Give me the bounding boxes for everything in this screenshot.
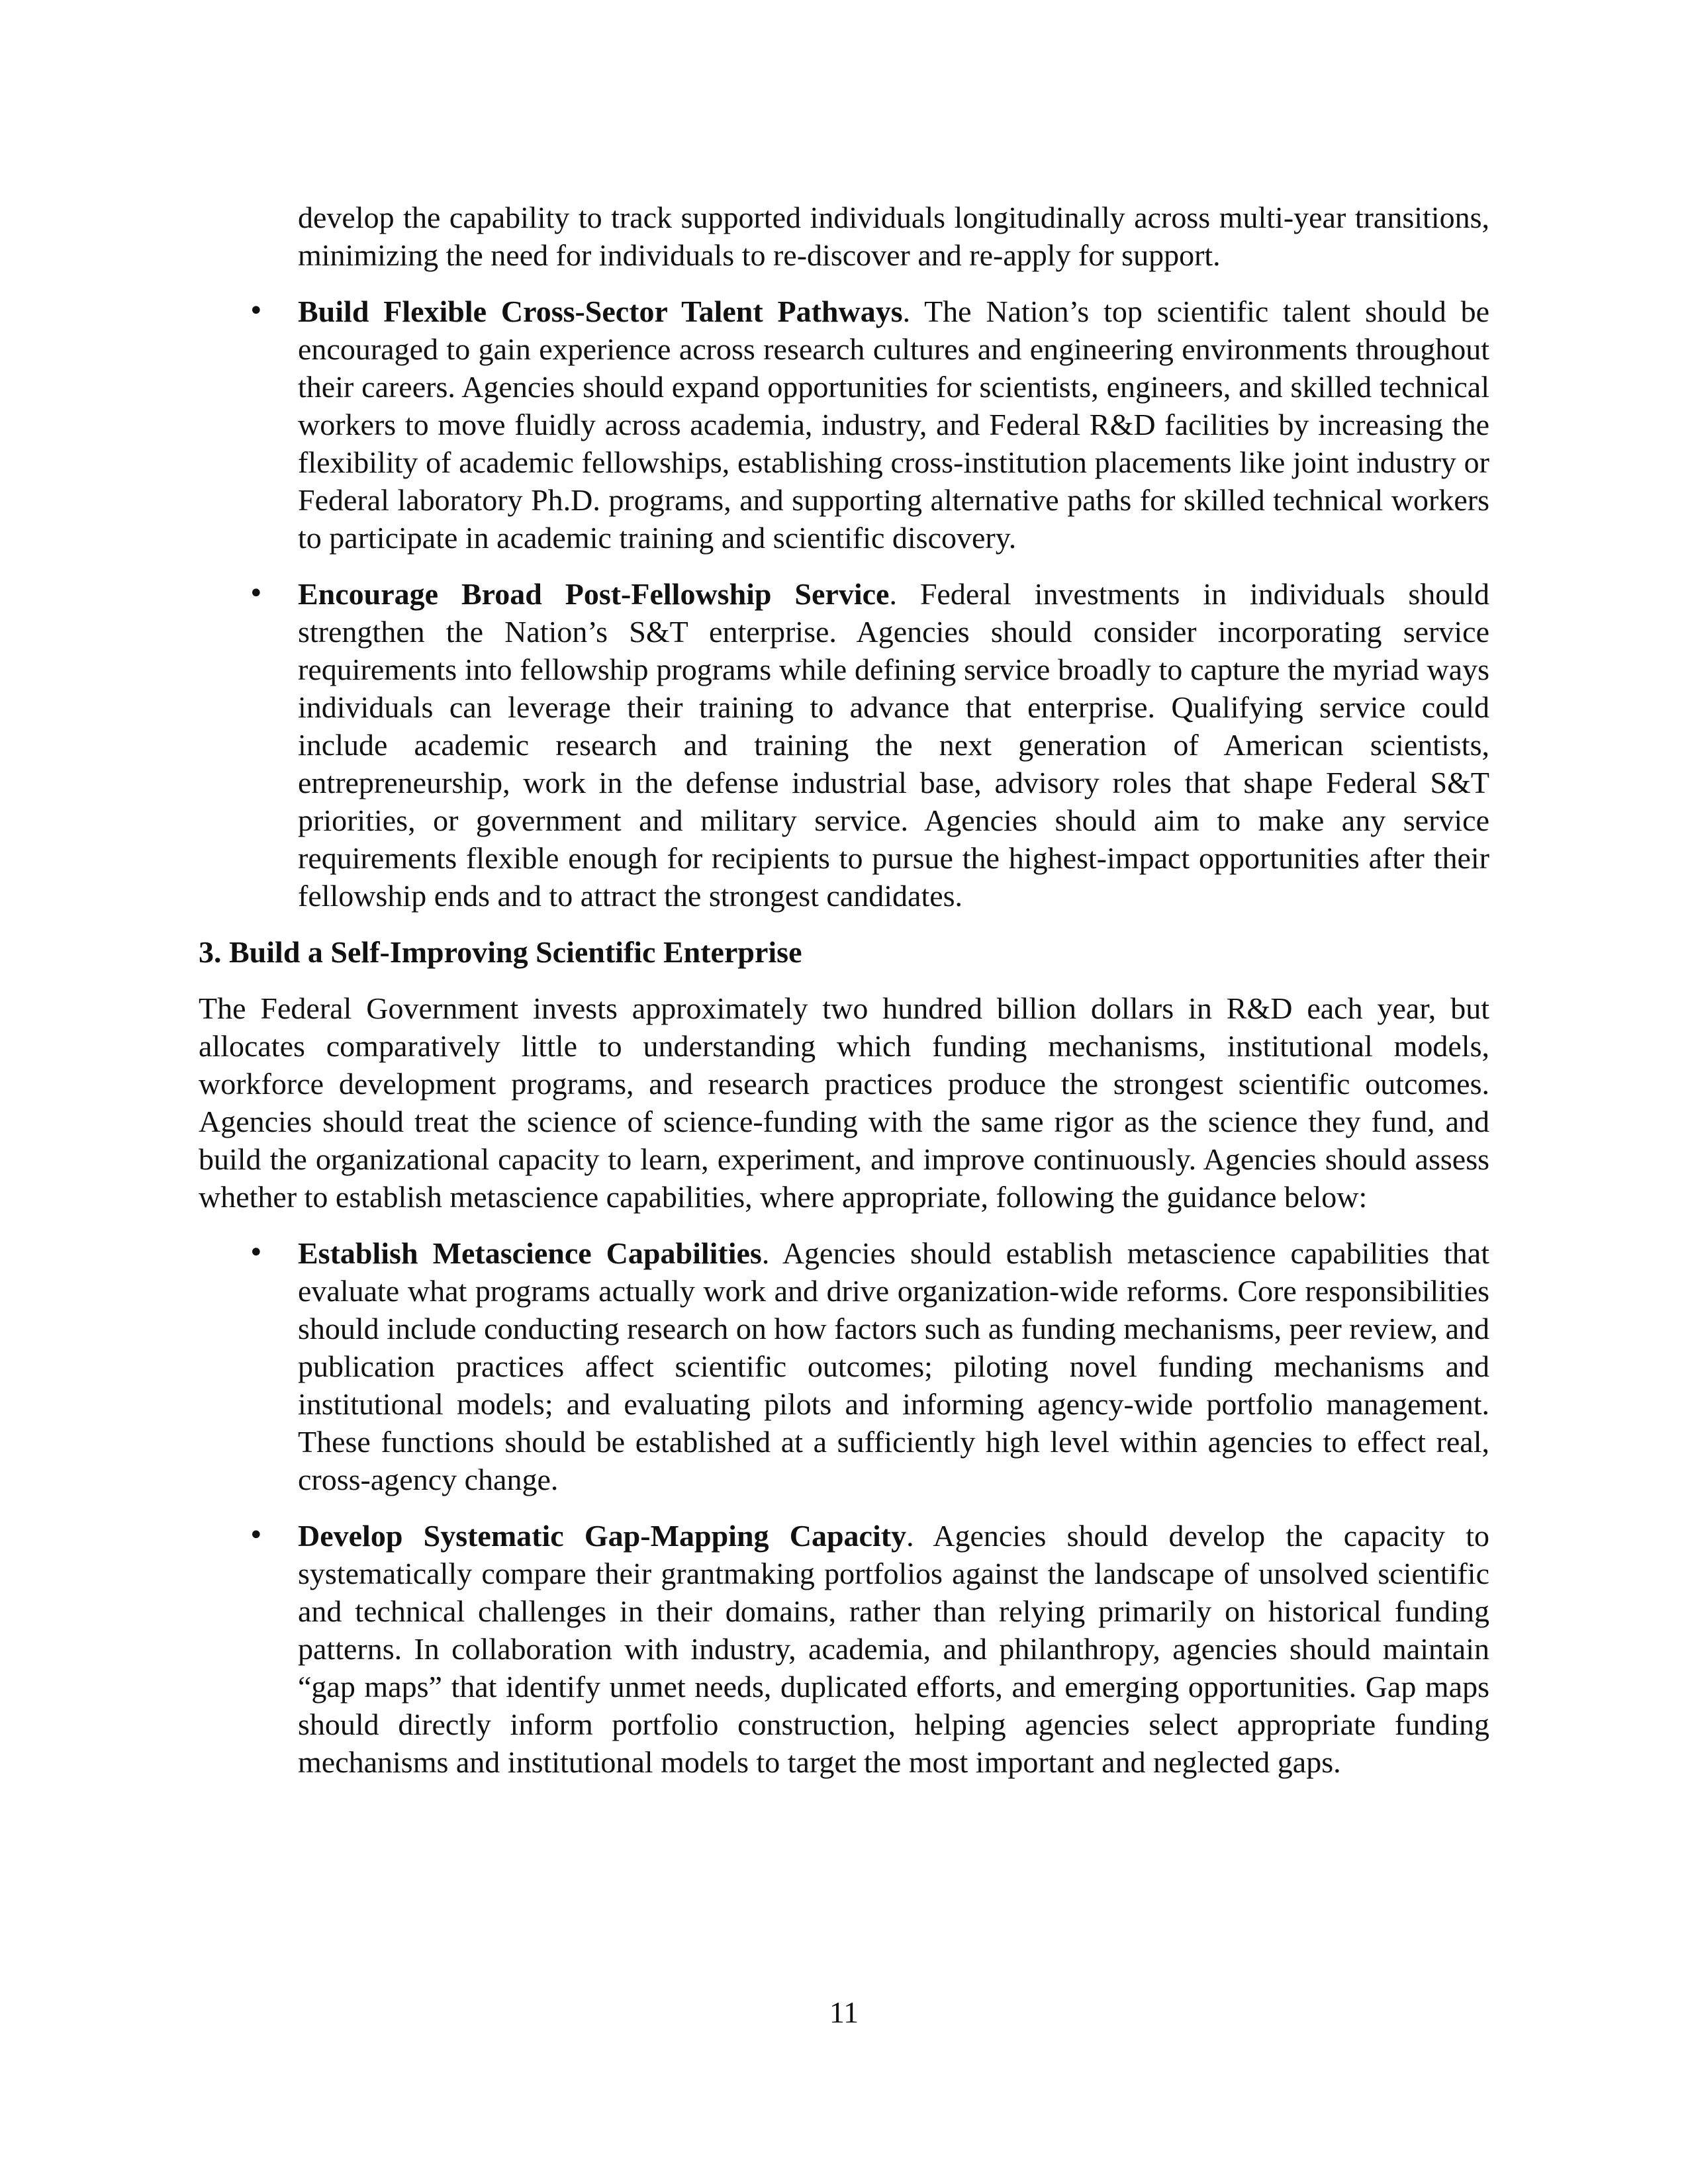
bullet-item-cross-sector-pathways: [199, 293, 1489, 557]
bullet-title: Encourage Broad Post-Fellowship Service: [298, 577, 890, 611]
bullet-body: . Agencies should develop the capacity to systematically compare their grantmaking portfolios against the landscape of unsolved scientific and technical challenges in their domains, rather than relying primarily on historical funding patterns. In collaboration with industry, academia, and philanthropy, agencies should maintain “gap maps” that identify unmet needs, duplicated efforts, and emerging opportunities. Gap maps should directly inform portfolio construction, helping agencies select appropriate funding mechanisms and institutional models to target the most important and neglected gaps.: [298, 1519, 1489, 1779]
page-number: 11: [829, 1995, 859, 2029]
continuation-paragraph: develop the capability to track supported individuals longitudinally across multi-year transitions, minimizing the need for individuals to re-discover and re-apply for support.: [298, 201, 1489, 272]
section-heading: 3. Build a Self-Improving Scientific Enterprise: [199, 935, 802, 969]
bullet-body: . Federal investments in individuals should strengthen the Nation’s S&T enterprise. Agencies should consider incorporating service requirements into fellowship programs while defining service broadly to capture the myriad ways individuals can leverage their training to advance that enterprise. Qualifying service could include academic research and training the next generation of American scientists, entrepreneurship, work in the defense industrial base, advisory roles that shape Federal S&T priorities, or government and military service. Agencies should aim to make any service requirements flexible enough for recipients to pursue the highest-impact opportunities after their fellowship ends and to attract the strongest candidates.: [298, 577, 1490, 913]
bullet-body: . The Nation’s top scientific talent should be encouraged to gain experience across research cultures and engineering environments throughout their careers. Agencies should expand opportunities for scientists, engineers, and skilled technical workers to move fluidly across academia, industry, and Federal R&D facilities by increasing the flexibility of academic fellowships, establishing cross-institution placements like joint industry or Federal laboratory Ph.D. programs, and supporting alternative paths for skilled technical workers to participate in academic training and scientific discovery.: [298, 295, 1489, 555]
metascience-bullet-list: [199, 1234, 1489, 1781]
talent-bullet-list: [199, 293, 1489, 915]
bullet-title: Establish Metascience Capabilities: [298, 1236, 762, 1270]
bullet-item-metascience-capabilities: [199, 1234, 1489, 1498]
bullet-icon: •: [248, 578, 264, 609]
bullet-item-gap-mapping: [199, 1517, 1489, 1781]
bullet-title: Develop Systematic Gap-Mapping Capacity: [298, 1519, 907, 1553]
section-intro-paragraph: The Federal Government invests approximately two hundred billion dollars in R&D each year, but allocates comparatively little to understanding which funding mechanisms, institutional models, workforce development programs, and research practices produce the strongest scientific outcomes. Agencies should treat the science of science-funding with the same rigor as the science they fund, and build the organizational capacity to learn, experiment, and improve continuously. Agencies should assess whether to establish metascience capabilities, where appropriate, following the guidance below:: [199, 991, 1489, 1214]
bullet-item-post-fellowship-service: [199, 575, 1489, 915]
document-page: [199, 199, 1489, 1799]
bullet-icon: •: [248, 1238, 264, 1268]
bullet-title: Build Flexible Cross-Sector Talent Pathways: [298, 295, 903, 328]
bullet-icon: •: [248, 1520, 264, 1551]
bullet-icon: •: [248, 296, 264, 326]
bullet-body: . Agencies should establish metascience capabilities that evaluate what programs actually work and drive organization-wide reforms. Core responsibilities should include conducting research on how factors such as funding mechanisms, peer review, and publication practices affect scientific outcomes; piloting novel funding mechanisms and institutional models; and evaluating pilots and informing agency-wide portfolio management. These functions should be established at a sufficiently high level within agencies to effect real, cross-agency change.: [298, 1236, 1489, 1496]
